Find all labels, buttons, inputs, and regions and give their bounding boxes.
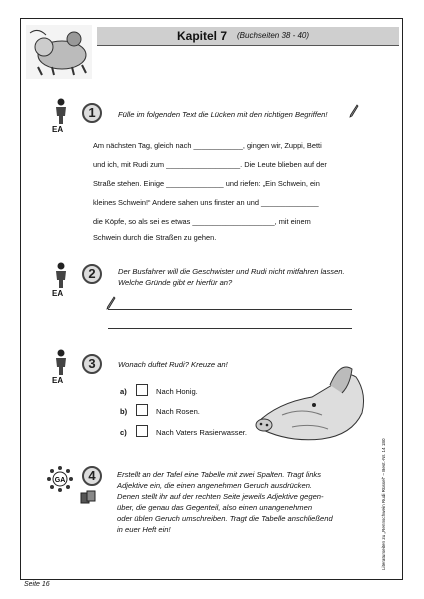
- task-4-instruction-line-6: in euer Heft ein!: [117, 525, 171, 534]
- task-2-instruction: Der Busfahrer will die Geschwister und Rudi nicht mitfahren lassen. Welche Gründe gibt er hierfür an?: [118, 267, 345, 287]
- cloze-line-2: und ich, mit Rudi zum __________________. Die Leute blieben auf der: [93, 160, 327, 169]
- task-2-number: 2: [82, 264, 102, 284]
- task-4-instruction-line-4: über, die genau das Gegenteil, also einen unangenehmen: [117, 503, 313, 512]
- person-icon: [52, 262, 70, 288]
- task-4-instruction-line-1: Erstellt an der Tafel eine Tabelle mit zwei Spalten. Tragt links: [117, 470, 322, 479]
- task-1-number: 1: [82, 103, 102, 123]
- option-a-checkbox[interactable]: [136, 384, 148, 396]
- person-icon: [52, 349, 70, 375]
- cloze-line-4: kleines Schwein!“ Andere sahen uns finster an und ______________: [93, 198, 319, 207]
- publisher-reference: Literaturseiten zu „Rennschwein Rudi Rüssel“ – Best.-Nr. 14 180: [381, 438, 386, 570]
- publisher-sidebar: [381, 438, 391, 570]
- cloze-line-1: Am nächsten Tag, gleich nach ____________, gingen wir, Zuppi, Betti: [93, 141, 322, 150]
- answer-line-1[interactable]: [108, 309, 352, 310]
- chapter-title: Kapitel 7: [177, 29, 228, 43]
- task-3-number: 3: [82, 354, 102, 374]
- pencil-icon: [349, 104, 359, 118]
- page-number: Seite 16: [24, 581, 50, 588]
- task-4-instruction-line-2: Adjektive ein, die einen angenehmen Geruch ausdrücken.: [117, 481, 313, 490]
- task-3-instruction: Wonach duftet Rudi? Kreuze an!: [118, 360, 228, 369]
- task-4-instruction-line-5: oder üblen Geruch umschreiben. Tragt die Tabelle anschließend: [117, 514, 333, 523]
- task-1-mode: EA: [52, 125, 64, 134]
- cloze-line-6: Schwein durch die Straßen zu gehen.: [93, 233, 217, 242]
- option-a-key: a): [120, 387, 127, 396]
- option-c-text: Nach Vaters Rasierwasser.: [156, 428, 248, 437]
- pig-head-illustration: [252, 355, 370, 443]
- option-a-text: Nach Honig.: [156, 387, 198, 396]
- group-work-icon: [46, 465, 74, 493]
- option-b-key: b): [120, 407, 128, 416]
- cloze-line-5: die Köpfe, so als sei es etwas ____________________, mit einem: [93, 217, 311, 226]
- task-2-mode: EA: [52, 289, 64, 298]
- task-4-number: 4: [82, 466, 102, 486]
- task-1-instruction: Fülle im folgenden Text die Lücken mit den richtigen Begriffen!: [118, 110, 328, 119]
- svg-text:GA: GA: [54, 477, 66, 484]
- option-c-checkbox[interactable]: [136, 425, 148, 437]
- cloze-line-3: Straße stehen. Einige ______________ und riefen: „Ein Schwein, ein: [93, 179, 320, 188]
- option-b-text: Nach Rosen.: [156, 407, 200, 416]
- option-b-checkbox[interactable]: [136, 404, 148, 416]
- task-3-mode: EA: [52, 376, 64, 385]
- books-icon: [80, 490, 96, 504]
- person-icon: [52, 98, 70, 124]
- task-4-instruction-line-3: Denen stellt ihr auf der rechten Seite jeweils Adjektive gegen-: [117, 492, 324, 501]
- pig-with-boy-logo: [26, 25, 92, 79]
- answer-line-2[interactable]: [108, 328, 352, 329]
- option-c-key: c): [120, 428, 127, 437]
- pencil-icon: [106, 296, 116, 310]
- chapter-pages: (Buchseiten 38 - 40): [237, 31, 310, 40]
- chapter-header: [97, 27, 399, 46]
